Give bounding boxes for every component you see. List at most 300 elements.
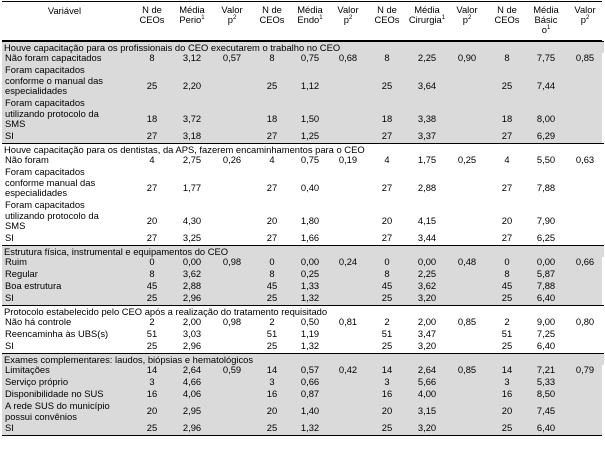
value-cell: 2,88 — [182, 280, 202, 291]
table-row — [2, 167, 602, 200]
value-cell: 3 — [269, 376, 275, 387]
value-cell: 7,44 — [536, 80, 556, 91]
value-cell: 14 — [146, 364, 158, 375]
header-col — [133, 5, 171, 25]
value-cell: 27 — [501, 182, 513, 193]
row-label-line: Disponibilidade no SUS — [5, 388, 104, 399]
row-label-line: SI — [5, 422, 14, 433]
value-cell: 20 — [501, 215, 513, 226]
header-col-sup: 1 — [546, 24, 551, 31]
header-col — [405, 5, 449, 25]
value-cell: 0,00 — [182, 256, 202, 267]
row-label — [5, 257, 127, 268]
value-cell: 3,25 — [182, 232, 202, 243]
value-cell: 16 — [146, 388, 158, 399]
value-cell: 25 — [501, 292, 513, 303]
header-col-line2-text: p — [343, 14, 349, 25]
value-cell: 4,06 — [182, 388, 202, 399]
section-title: Houve capacitação para os profissionais do CEO executarem o trabalho no CEO — [2, 41, 604, 53]
value-cell: 8 — [269, 52, 275, 63]
header-col-line2-text: p — [462, 14, 468, 25]
value-cell: 25 — [501, 422, 513, 433]
value-cell: 2,64 — [182, 364, 202, 375]
value-cell: 1,19 — [300, 328, 320, 339]
header-col-line2-text: CEOs — [139, 14, 165, 25]
row-label-line: Boa estrutura — [5, 280, 62, 291]
row-label — [5, 365, 127, 376]
row-label-line: SMS — [5, 118, 26, 129]
value-cell: 27 — [146, 232, 158, 243]
header-col-line1: Média — [414, 4, 440, 15]
value-cell: 25 — [501, 340, 513, 351]
value-cell: 4,00 — [417, 388, 437, 399]
header-col — [213, 5, 251, 25]
header-col-line2 — [253, 15, 291, 25]
value-cell: 0,50 — [300, 316, 320, 327]
value-cell: 0,85 — [575, 52, 595, 63]
row-label — [5, 155, 127, 166]
header-col-line2 — [213, 15, 251, 25]
value-cell: 5,66 — [417, 376, 437, 387]
value-cell: 3,38 — [417, 113, 437, 124]
header-col — [291, 5, 329, 25]
header-col-line1: Valor — [221, 4, 243, 15]
table-row — [2, 131, 602, 143]
value-cell: 6,25 — [536, 232, 556, 243]
value-cell: 27 — [266, 130, 278, 141]
header-col-sup: 1 — [319, 14, 323, 21]
value-cell: 3,15 — [417, 405, 437, 416]
value-cell: 27 — [266, 232, 278, 243]
value-cell: 25 — [381, 292, 393, 303]
value-cell: 1,50 — [300, 113, 320, 124]
value-cell: 3,62 — [417, 280, 437, 291]
value-cell: 9,00 — [536, 316, 556, 327]
value-cell: 7,88 — [536, 280, 556, 291]
header-col-line1: Média — [533, 4, 559, 15]
value-cell: 2,96 — [182, 340, 202, 351]
value-cell: 2,25 — [417, 52, 437, 63]
row-label — [5, 423, 127, 434]
value-cell: 14 — [501, 364, 513, 375]
header-col — [449, 5, 485, 25]
value-cell: 4,66 — [182, 376, 202, 387]
header-col-line1: Média — [179, 4, 205, 15]
value-cell: 0,75 — [300, 154, 320, 165]
value-cell: 4 — [269, 154, 275, 165]
value-cell: 3,72 — [182, 113, 202, 124]
value-cell: 0,85 — [457, 364, 477, 375]
value-cell: 0,75 — [300, 52, 320, 63]
section-title: Protocolo estabelecido pelo CEO após a realização do tratamento requisitado — [2, 305, 604, 317]
value-cell: 45 — [146, 280, 158, 291]
value-cell: 25 — [381, 80, 393, 91]
header-col-line2-text: p — [227, 14, 233, 25]
value-cell: 3,47 — [417, 328, 437, 339]
header-col-sup: 2 — [585, 14, 590, 21]
row-label-line: Não há controle — [5, 316, 72, 327]
value-cell: 7,21 — [536, 364, 556, 375]
value-cell: 0 — [504, 256, 510, 267]
value-cell: 0,19 — [338, 154, 358, 165]
value-cell: 0,26 — [222, 154, 242, 165]
table-row — [2, 53, 602, 65]
header-col-line2 — [172, 15, 212, 25]
value-cell: 8 — [149, 52, 155, 63]
value-cell: 1,75 — [417, 154, 437, 165]
table-row — [2, 200, 602, 233]
value-cell: 0,68 — [338, 52, 358, 63]
value-cell: 2 — [149, 316, 155, 327]
value-cell: 27 — [381, 182, 393, 193]
value-cell: 0,57 — [222, 52, 242, 63]
header-col-sup: 2 — [467, 14, 472, 21]
value-cell: 51 — [381, 328, 393, 339]
value-cell: 4 — [504, 154, 510, 165]
header-col-line2 — [568, 15, 602, 25]
value-cell: 20 — [146, 215, 158, 226]
value-cell: 3 — [504, 376, 510, 387]
value-cell: 1,32 — [300, 422, 320, 433]
value-cell: 2 — [504, 316, 510, 327]
value-cell: 7,88 — [536, 182, 556, 193]
value-cell: 0,42 — [338, 364, 358, 375]
value-cell: 2,00 — [417, 316, 437, 327]
value-cell: 0,85 — [457, 316, 477, 327]
value-cell: 25 — [381, 340, 393, 351]
header-col-line1: Valor — [574, 4, 596, 15]
header-col-line1: N de — [262, 4, 282, 15]
row-label — [5, 233, 127, 244]
value-cell: 7,90 — [536, 215, 556, 226]
header-col-sup: 2 — [232, 14, 237, 21]
value-cell: 14 — [381, 364, 393, 375]
table-row — [2, 423, 602, 436]
value-cell: 3,18 — [182, 130, 202, 141]
value-cell: 8 — [504, 268, 510, 279]
value-cell: 1,32 — [300, 292, 320, 303]
value-cell: 3,20 — [417, 340, 437, 351]
row-label-line: SMS — [5, 220, 26, 231]
value-cell: 2,88 — [417, 182, 437, 193]
value-cell: 8 — [269, 268, 275, 279]
section-title: Exames complementares: laudos, biópsias e hematológicos — [2, 353, 604, 365]
row-label-line: SI — [5, 292, 14, 303]
header-col-sup: 1 — [441, 14, 446, 21]
value-cell: 45 — [501, 280, 513, 291]
row-label — [5, 131, 127, 142]
header-col-line2-text: Endo — [297, 14, 320, 25]
value-cell: 1,32 — [300, 340, 320, 351]
header-col — [368, 5, 406, 25]
row-label-line: Não foram — [5, 154, 49, 165]
value-cell: 20 — [146, 405, 158, 416]
value-cell: 0,00 — [536, 256, 556, 267]
value-cell: 27 — [146, 182, 158, 193]
value-cell: 27 — [146, 130, 158, 141]
value-cell: 45 — [266, 280, 278, 291]
row-label — [5, 65, 127, 97]
row-label — [5, 329, 127, 340]
value-cell: 51 — [146, 328, 158, 339]
value-cell: 25 — [381, 422, 393, 433]
value-cell: 20 — [501, 405, 513, 416]
value-cell: 14 — [266, 364, 278, 375]
row-label — [5, 377, 127, 388]
row-label — [5, 281, 127, 292]
row-label — [5, 341, 127, 352]
row-label-line: Regular — [5, 268, 38, 279]
header-col-line2 — [368, 15, 406, 25]
header-col-line2-text: Perio — [179, 14, 202, 25]
row-label-line: SI — [5, 340, 14, 351]
header-col — [172, 5, 212, 25]
row-label-line: Serviço próprio — [5, 376, 69, 387]
value-cell: 8,00 — [536, 113, 556, 124]
value-cell: 2,25 — [417, 268, 437, 279]
value-cell: 51 — [266, 328, 278, 339]
value-cell: 8 — [504, 52, 510, 63]
row-label-line: possui convênios — [5, 410, 77, 422]
value-cell: 27 — [266, 182, 278, 193]
table-row — [2, 233, 602, 245]
value-cell: 3,62 — [182, 268, 202, 279]
section-title: Houve capacitação para os dentistas, da APS, fazerem encaminhamentos para o CEO — [2, 143, 604, 155]
value-cell: 2,96 — [182, 422, 202, 433]
value-cell: 5,33 — [536, 376, 556, 387]
row-label — [5, 269, 127, 280]
value-cell: 0,25 — [457, 154, 477, 165]
value-cell: 18 — [146, 113, 158, 124]
row-label — [5, 401, 127, 422]
value-cell: 2 — [384, 316, 390, 327]
value-cell: 2,64 — [417, 364, 437, 375]
value-cell: 0,40 — [300, 182, 320, 193]
row-label — [5, 200, 127, 232]
table-row — [2, 65, 602, 98]
header-col-line2-text: CEOs — [494, 14, 520, 25]
value-cell: 5,87 — [536, 268, 556, 279]
value-cell: 0 — [269, 256, 275, 267]
value-cell: 0,79 — [575, 364, 595, 375]
value-cell: 0,00 — [300, 256, 320, 267]
value-cell: 3,20 — [417, 292, 437, 303]
value-cell: 5,50 — [536, 154, 556, 165]
value-cell: 25 — [266, 340, 278, 351]
table-row — [2, 155, 602, 167]
row-label-line: Reencaminha às UBS(s) — [5, 328, 109, 339]
value-cell: 0,57 — [300, 364, 320, 375]
value-cell: 7,25 — [536, 328, 556, 339]
value-cell: 0,48 — [457, 256, 477, 267]
value-cell: 0,80 — [575, 316, 595, 327]
row-label-line: especialidades — [5, 85, 68, 96]
row-label — [5, 167, 127, 199]
header-col-line2-text: CEOs — [259, 14, 285, 25]
value-cell: 2,95 — [182, 405, 202, 416]
value-cell: 2,00 — [182, 316, 202, 327]
value-cell: 20 — [266, 405, 278, 416]
value-cell: 0,63 — [575, 154, 595, 165]
value-cell: 0,24 — [338, 256, 358, 267]
value-cell: 16 — [501, 388, 513, 399]
value-cell: 6,40 — [536, 292, 556, 303]
header-col — [487, 5, 527, 25]
row-label-line: utilizando protocolo da — [5, 209, 99, 221]
table-row — [2, 401, 602, 423]
value-cell: 3,12 — [182, 52, 202, 63]
value-cell: 6,40 — [536, 340, 556, 351]
value-cell: 4,30 — [182, 215, 202, 226]
row-label-line: conforme manual das — [5, 176, 96, 188]
value-cell: 3 — [149, 376, 155, 387]
row-label-line: SI — [5, 130, 14, 141]
value-cell: 25 — [266, 292, 278, 303]
header-col — [253, 5, 291, 25]
row-label-line: Foram capacitados — [5, 166, 85, 177]
value-cell: 1,33 — [300, 280, 320, 291]
value-cell: 3 — [384, 376, 390, 387]
row-label-line: conforme o manual das — [5, 74, 103, 86]
value-cell: 3,20 — [417, 422, 437, 433]
header-col-line1: Valor — [456, 4, 478, 15]
row-label-line: Limitações — [5, 364, 50, 375]
value-cell: 25 — [266, 422, 278, 433]
header-col-line2 — [291, 15, 329, 25]
row-label-line: especialidades — [5, 187, 68, 198]
value-cell: 18 — [501, 113, 513, 124]
value-cell: 25 — [146, 340, 158, 351]
value-cell: 18 — [266, 113, 278, 124]
value-cell: 16 — [381, 388, 393, 399]
value-cell: 25 — [146, 80, 158, 91]
value-cell: 6,40 — [536, 422, 556, 433]
value-cell: 25 — [146, 292, 158, 303]
table-row — [2, 293, 602, 305]
value-cell: 0 — [384, 256, 390, 267]
header-col-line2 — [487, 15, 527, 25]
value-cell: 1,77 — [182, 182, 202, 193]
header-col-line3 — [526, 25, 566, 35]
value-cell: 7,45 — [536, 405, 556, 416]
header-col-line2 — [405, 15, 449, 25]
header-col-line2 — [329, 15, 367, 25]
value-cell: 25 — [501, 80, 513, 91]
value-cell: 0,81 — [338, 316, 358, 327]
value-cell: 7,75 — [536, 52, 556, 63]
header-variavel: Variável — [47, 5, 82, 16]
value-cell: 27 — [501, 130, 513, 141]
row-label — [5, 389, 127, 400]
header-col-line2 — [133, 15, 171, 25]
table-row — [2, 341, 602, 353]
value-cell: 1,40 — [300, 405, 320, 416]
header-col-line2-text: CEOs — [374, 14, 400, 25]
row-label-line: Não foram capacitados — [5, 52, 102, 63]
header-col-line2-text: Básic — [534, 14, 558, 25]
value-cell: 2 — [269, 316, 275, 327]
value-cell: 1,12 — [300, 80, 320, 91]
value-cell: 0,25 — [300, 268, 320, 279]
value-cell: 0,00 — [417, 256, 437, 267]
header-col-line1: N de — [497, 4, 517, 15]
header-col — [526, 5, 566, 35]
header-col-line1: N de — [377, 4, 397, 15]
value-cell: 0,66 — [575, 256, 595, 267]
header-col — [329, 5, 367, 25]
header-row — [2, 1, 602, 41]
row-label-line: A rede SUS do município — [5, 400, 110, 411]
results-table — [2, 1, 602, 436]
value-cell: 25 — [266, 80, 278, 91]
table-row — [2, 98, 602, 131]
header-col-line1: Média — [297, 4, 323, 15]
row-label-line: Ruim — [5, 256, 27, 267]
value-cell: 0,87 — [300, 388, 320, 399]
row-label-line: utilizando protocolo da — [5, 107, 99, 119]
value-cell: 8 — [384, 268, 390, 279]
value-cell: 0,98 — [222, 256, 242, 267]
value-cell: 0,98 — [222, 316, 242, 327]
value-cell: 27 — [381, 232, 393, 243]
value-cell: 1,66 — [300, 232, 320, 243]
value-cell: 0,90 — [457, 52, 477, 63]
header-col-line1: N de — [142, 4, 162, 15]
value-cell: 25 — [146, 422, 158, 433]
value-cell: 8 — [149, 268, 155, 279]
header-col-line2-text: Cirurgia — [408, 14, 442, 25]
header-col-sup: 2 — [348, 14, 353, 21]
value-cell: 0,66 — [300, 376, 320, 387]
value-cell: 0 — [149, 256, 155, 267]
value-cell: 45 — [381, 280, 393, 291]
value-cell: 0,59 — [222, 364, 242, 375]
row-label-line: Foram capacitados — [5, 97, 85, 108]
header-col-line2 — [449, 15, 485, 25]
value-cell: 51 — [501, 328, 513, 339]
row-label-line: SI — [5, 232, 14, 243]
header-col-line3-text: o — [541, 24, 547, 35]
value-cell: 3,44 — [417, 232, 437, 243]
value-cell: 27 — [501, 232, 513, 243]
row-label-line: Foram capacitados — [5, 199, 85, 210]
value-cell: 16 — [266, 388, 278, 399]
value-cell: 20 — [266, 215, 278, 226]
section-title: Estrutura física, instrumental e equipamentos do CEO — [2, 245, 604, 257]
value-cell: 27 — [381, 130, 393, 141]
header-col-sup: 1 — [201, 14, 205, 21]
value-cell: 8,50 — [536, 388, 556, 399]
row-label — [5, 98, 127, 130]
row-label — [5, 293, 127, 304]
value-cell: 1,80 — [300, 215, 320, 226]
value-cell: 2,96 — [182, 292, 202, 303]
header-col — [568, 5, 602, 25]
header-col-line1: Valor — [337, 4, 359, 15]
row-label — [5, 53, 127, 64]
value-cell: 3,37 — [417, 130, 437, 141]
value-cell: 20 — [381, 405, 393, 416]
value-cell: 1,25 — [300, 130, 320, 141]
value-cell: 18 — [381, 113, 393, 124]
value-cell: 2,20 — [182, 80, 202, 91]
value-cell: 4 — [149, 154, 155, 165]
header-col-line2-text: p — [580, 14, 586, 25]
value-cell: 3,64 — [417, 80, 437, 91]
value-cell: 4 — [384, 154, 390, 165]
value-cell: 8 — [384, 52, 390, 63]
value-cell: 20 — [381, 215, 393, 226]
